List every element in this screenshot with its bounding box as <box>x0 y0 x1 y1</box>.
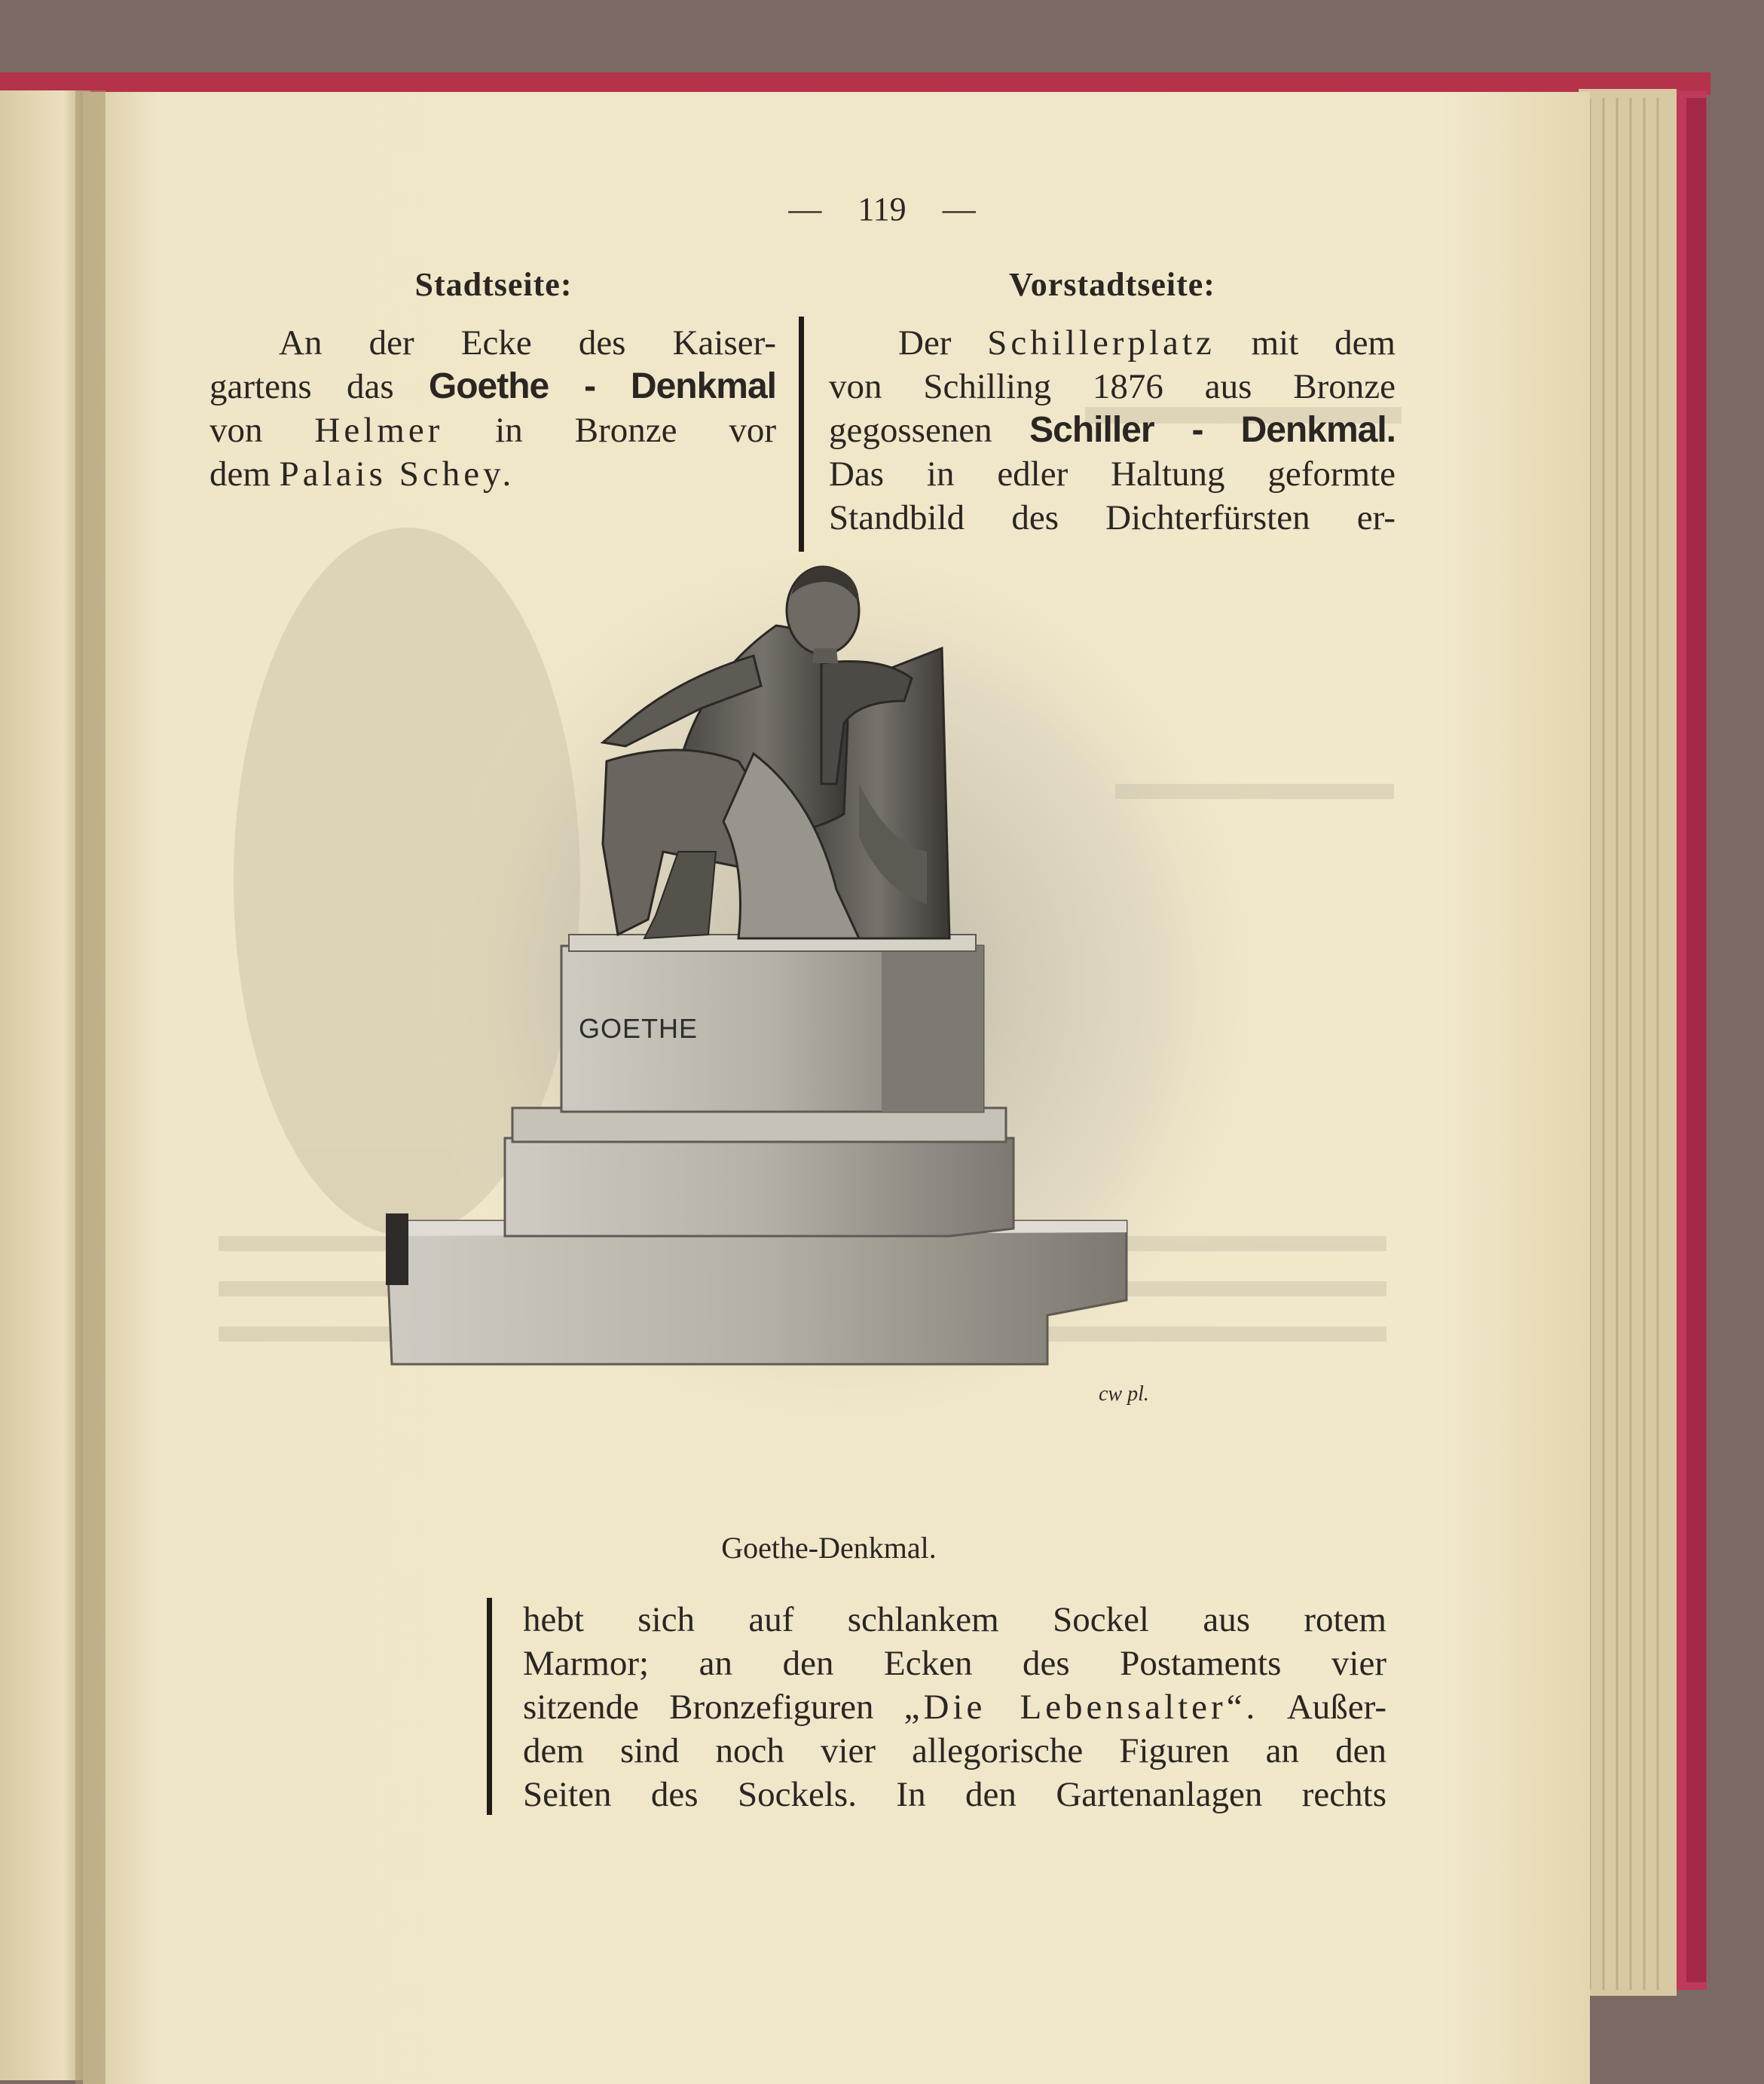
goethe-denkmal-highlight: Goethe - Denkmal <box>428 366 776 406</box>
continuation-line-4: dem sind noch vier allegorische Figuren an den <box>523 1731 1386 1770</box>
right-line-1: Der Schillerplatz mit dem <box>898 323 1396 363</box>
left-column-title: Stadtseite: <box>414 266 573 303</box>
schiller-denkmal-highlight: Schiller - Denkmal. <box>1029 410 1396 450</box>
artist-signature: cw pl. <box>1099 1382 1149 1406</box>
book-binding-top <box>0 72 1710 95</box>
page-number-dash-left: — <box>788 191 822 228</box>
figure-caption: Goethe-Denkmal. <box>721 1531 937 1565</box>
continuation-line-1: hebt sich auf schlankem Sockel aus rotem <box>523 1600 1386 1639</box>
left-line-4: dem Palais Schey. <box>209 454 515 494</box>
column-divider <box>799 317 804 552</box>
right-column-paragraph <box>829 321 1396 540</box>
continuation-paragraph <box>523 1598 1386 1816</box>
continuation-line-5: Seiten des Sockels. In den Gartenanlagen rechts <box>523 1775 1386 1814</box>
page-edges <box>1579 89 1677 1996</box>
right-line-4: Das in edler Haltung geformte <box>829 454 1396 494</box>
left-line-3: von Helmer in Bronze vor <box>209 411 776 450</box>
page-number-dash-right: — <box>942 191 976 228</box>
continuation-line-2: Marmor; an den Ecken des Postaments vier <box>523 1644 1386 1683</box>
right-line-5: Standbild des Dichterfürsten er- <box>829 498 1396 537</box>
continuation-line-3: sitzende Bronzefiguren „Die Lebensalter“. Außer- <box>523 1688 1386 1727</box>
right-column-title: Vorstadtseite: <box>1009 266 1215 303</box>
continuation-divider <box>487 1598 492 1815</box>
right-line-3: gegossenen Schiller - Denkmal. <box>829 410 1396 450</box>
page-number <box>0 190 1764 228</box>
monument-inscription: GOETHE <box>579 1013 699 1044</box>
left-line-1: An der Ecke des Kaiser- <box>279 323 776 363</box>
left-column-paragraph <box>209 321 776 496</box>
right-line-2: von Schilling 1876 aus Bronze <box>829 367 1396 406</box>
left-line-2: gartens das Goethe - Denkmal <box>209 366 776 406</box>
page-number-value: 119 <box>858 191 906 228</box>
